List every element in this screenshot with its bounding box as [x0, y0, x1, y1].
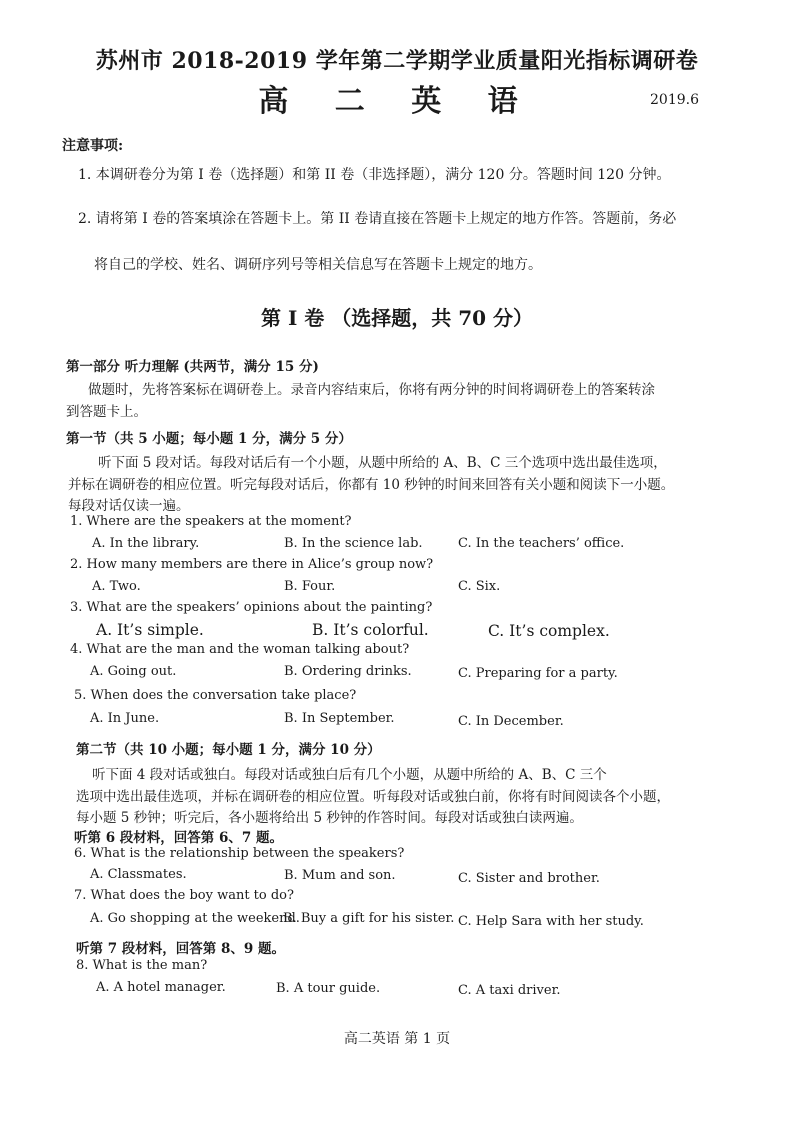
notice-item-2-line-2: 将自己的学校、姓名、调研序列号等相关信息写在答题卡上规定的地方。	[94, 257, 542, 273]
notice-heading: 注意事项:	[62, 138, 124, 154]
section1-heading: 第一节（共 5 小题；每小题 1 分，满分 5 分）	[66, 431, 352, 447]
q2-option-b: B. Four.	[284, 579, 336, 594]
material-7-heading: 听第 7 段材料，回答第 8、9 题。	[76, 941, 285, 957]
q7-option-a: A. Go shopping at the weekend.	[90, 911, 300, 926]
q8-option-c: C. A taxi driver.	[458, 983, 561, 998]
q6-option-b: B. Mum and son.	[284, 868, 396, 883]
question-4: 4. What are the man and the woman talking about?	[70, 642, 410, 657]
q2-option-c: C. Six.	[458, 579, 501, 594]
q1-option-a: A. In the library.	[92, 536, 200, 551]
q8-option-b: B. A tour guide.	[276, 981, 381, 996]
section-title: 第 I 卷 （选择题，共 70 分）	[260, 306, 533, 330]
part1-heading: 第一部分 听力理解 (共两节，满分 15 分)	[66, 359, 319, 375]
question-5: 5. When does the conversation take place?	[74, 688, 357, 703]
q2-option-a: A. Two.	[92, 579, 141, 594]
q3-option-a: A. It’s simple.	[96, 621, 204, 639]
part1-intro-line-2: 到答题卡上。	[66, 404, 147, 420]
q6-option-a: A. Classmates.	[90, 867, 187, 882]
q1-option-c: C. In the teachers’ office.	[458, 536, 625, 551]
q4-option-a: A. Going out.	[90, 664, 177, 679]
exam-title: 苏州市 2018-2019 学年第二学期学业质量阳光指标调研卷	[95, 48, 699, 74]
q7-option-b: B. Buy a gift for his sister.	[283, 911, 455, 926]
question-3: 3. What are the speakers’ opinions about the painting?	[70, 600, 433, 615]
section1-intro-line-3: 每段对话仅读一遍。	[68, 498, 190, 514]
material-6-heading: 听第 6 段材料，回答第 6、7 题。	[74, 830, 283, 846]
q5-option-a: A. In June.	[90, 711, 160, 726]
q8-option-a: A. A hotel manager.	[96, 980, 226, 995]
q5-option-b: B. In September.	[284, 711, 395, 726]
question-6: 6. What is the relationship between the speakers?	[74, 846, 405, 861]
question-7: 7. What does the boy want to do?	[74, 888, 294, 903]
subject-title: 高 二 英 语	[258, 84, 536, 119]
q4-option-c: C. Preparing for a party.	[458, 666, 618, 681]
q3-option-b: B. It’s colorful.	[312, 621, 429, 639]
notice-item-1: 1. 本调研卷分为第 I 卷（选择题）和第 II 卷（非选择题），满分 120 分。答题时间 120 分钟。	[78, 167, 671, 183]
notice-item-2-line-1: 2. 请将第 I 卷的答案填涂在答题卡上。第 II 卷请直接在答题卡上规定的地方作答。答题前，务必	[78, 211, 677, 227]
question-2: 2. How many members are there in Alice’s group now?	[70, 557, 434, 572]
q6-option-c: C. Sister and brother.	[458, 871, 600, 886]
section2-intro-line-3: 每小题 5 秒钟；听完后，各小题将给出 5 秒钟的作答时间。每段对话或独白读两遍。	[76, 810, 583, 826]
section1-intro-line-1: 听下面 5 段对话。每段对话后有一个小题，从题中所给的 A、B、C 三个选项中选出最佳选项，	[98, 455, 667, 471]
page-footer: 高二英语 第 1 页	[343, 1031, 451, 1047]
section2-intro-line-2: 选项中选出最佳选项，并标在调研卷的相应位置。听每段对话或独白前，你将有时间阅读各个小题，	[76, 789, 670, 805]
question-1: 1. Where are the speakers at the moment?	[70, 514, 352, 529]
q4-option-b: B. Ordering drinks.	[284, 664, 412, 679]
section1-intro-line-2: 并标在调研卷的相应位置。听完每段对话后，你都有 10 秒钟的时间来回答有关小题和阅读下一小题。	[68, 477, 675, 493]
q5-option-c: C. In December.	[458, 714, 564, 729]
q1-option-b: B. In the science lab.	[284, 536, 423, 551]
question-8: 8. What is the man?	[76, 958, 208, 973]
section2-intro-line-1: 听下面 4 段对话或独白。每段对话或独白后有几个小题，从题中所给的 A、B、C 三个	[92, 767, 607, 783]
part1-intro-line-1: 做题时，先将答案标在调研卷上。录音内容结束后，你将有两分钟的时间将调研卷上的答案转涂	[88, 382, 655, 398]
section2-heading: 第二节（共 10 小题；每小题 1 分，满分 10 分）	[76, 742, 381, 758]
q3-option-c: C. It’s complex.	[488, 622, 610, 640]
q7-option-c: C. Help Sara with her study.	[458, 914, 644, 929]
exam-date: 2019.6	[650, 92, 699, 108]
